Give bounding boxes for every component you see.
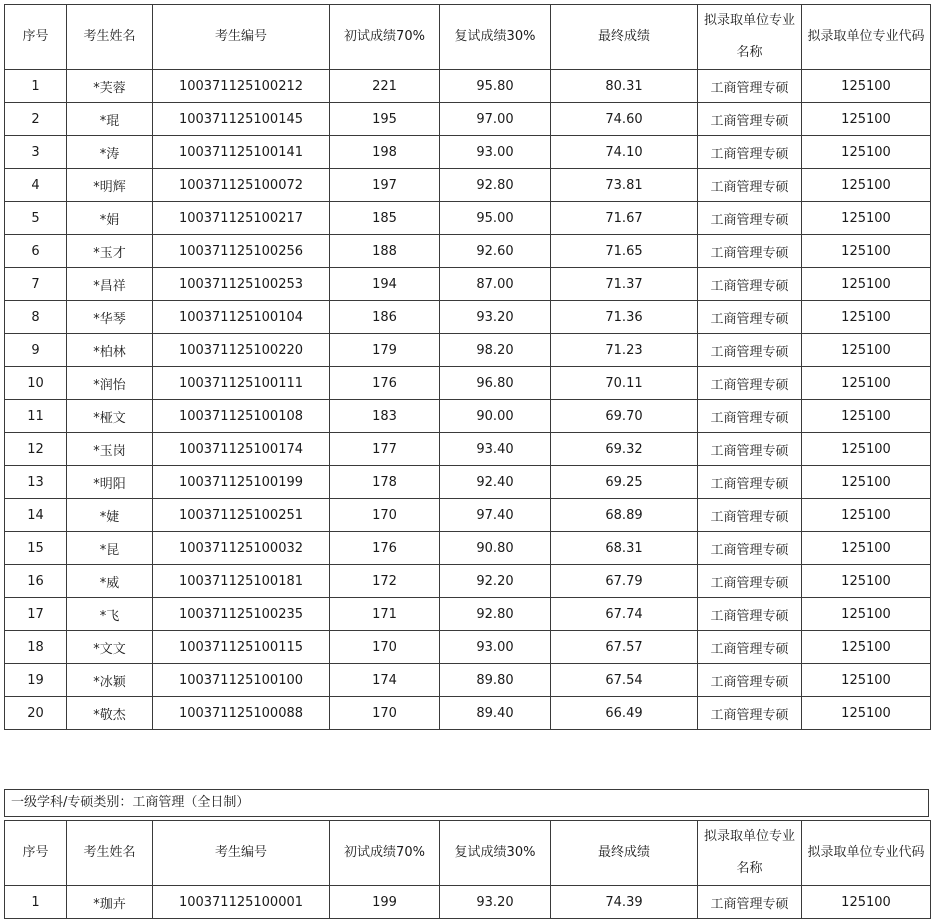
cell-id: 100371125100100 (153, 664, 330, 697)
cell-seq: 7 (5, 268, 67, 301)
cell-final: 73.81 (551, 169, 698, 202)
cell-prelim: 174 (330, 664, 440, 697)
cell-major-code: 125100 (802, 103, 931, 136)
table-row (5, 598, 931, 631)
cell-retest: 98.20 (440, 334, 551, 367)
cell-id: 100371125100145 (153, 103, 330, 136)
table-row (5, 334, 931, 367)
cell-name: *桠文 (67, 400, 153, 433)
cell-name: *敬杰 (67, 697, 153, 730)
cell-id: 100371125100141 (153, 136, 330, 169)
cell-major-code: 125100 (802, 334, 931, 367)
cell-major-name: 工商管理专硕 (698, 532, 802, 565)
cell-prelim: 221 (330, 70, 440, 103)
cell-id: 100371125100181 (153, 565, 330, 598)
cell-major-name: 工商管理专硕 (698, 301, 802, 334)
col-header-id: 考生编号 (153, 821, 330, 886)
cell-major-name: 工商管理专硕 (698, 70, 802, 103)
cell-name: *润怡 (67, 367, 153, 400)
cell-retest: 93.00 (440, 136, 551, 169)
cell-prelim: 188 (330, 235, 440, 268)
cell-major-name: 工商管理专硕 (698, 433, 802, 466)
cell-retest: 95.00 (440, 202, 551, 235)
cell-id: 100371125100256 (153, 235, 330, 268)
cell-final: 69.25 (551, 466, 698, 499)
cell-major-code: 125100 (802, 169, 931, 202)
cell-major-name: 工商管理专硕 (698, 334, 802, 367)
cell-prelim: 179 (330, 334, 440, 367)
cell-major-name: 工商管理专硕 (698, 268, 802, 301)
cell-id: 100371125100174 (153, 433, 330, 466)
cell-final: 67.54 (551, 664, 698, 697)
cell-id: 100371125100001 (153, 886, 330, 919)
cell-name: *玉岗 (67, 433, 153, 466)
cell-retest: 92.80 (440, 598, 551, 631)
header-row (5, 821, 931, 886)
cell-major-code: 125100 (802, 598, 931, 631)
cell-prelim: 194 (330, 268, 440, 301)
cell-seq: 1 (5, 886, 67, 919)
cell-seq: 12 (5, 433, 67, 466)
cell-id: 100371125100115 (153, 631, 330, 664)
cell-major-name: 工商管理专硕 (698, 631, 802, 664)
cell-retest: 90.00 (440, 400, 551, 433)
col-header-major-name: 拟录取单位专业名称 (698, 5, 802, 70)
table-row (5, 631, 931, 664)
cell-prelim: 170 (330, 499, 440, 532)
cell-final: 68.31 (551, 532, 698, 565)
cell-name: *婕 (67, 499, 153, 532)
col-header-name: 考生姓名 (67, 821, 153, 886)
table-row (5, 169, 931, 202)
table-row (5, 400, 931, 433)
col-header-name: 考生姓名 (67, 5, 153, 70)
cell-seq: 1 (5, 70, 67, 103)
cell-final: 74.39 (551, 886, 698, 919)
col-header-major-code: 拟录取单位专业代码 (802, 5, 931, 70)
cell-seq: 11 (5, 400, 67, 433)
cell-final: 70.11 (551, 367, 698, 400)
cell-seq: 3 (5, 136, 67, 169)
col-header-retest: 复试成绩30% (440, 821, 551, 886)
cell-retest: 93.40 (440, 433, 551, 466)
cell-prelim: 170 (330, 697, 440, 730)
cell-name: *昆 (67, 532, 153, 565)
cell-name: *柏林 (67, 334, 153, 367)
cell-final: 71.37 (551, 268, 698, 301)
col-header-prelim: 初试成绩70% (330, 821, 440, 886)
cell-name: *涛 (67, 136, 153, 169)
cell-id: 100371125100253 (153, 268, 330, 301)
cell-prelim: 195 (330, 103, 440, 136)
cell-id: 100371125100108 (153, 400, 330, 433)
cell-final: 71.67 (551, 202, 698, 235)
cell-final: 74.60 (551, 103, 698, 136)
cell-prelim: 170 (330, 631, 440, 664)
table-row (5, 697, 931, 730)
cell-prelim: 186 (330, 301, 440, 334)
cell-seq: 19 (5, 664, 67, 697)
admission-table-2 (4, 820, 931, 919)
cell-retest: 92.20 (440, 565, 551, 598)
table-row (5, 565, 931, 598)
col-header-final: 最终成绩 (551, 5, 698, 70)
cell-major-code: 125100 (802, 301, 931, 334)
cell-retest: 92.80 (440, 169, 551, 202)
cell-id: 100371125100217 (153, 202, 330, 235)
cell-retest: 93.00 (440, 631, 551, 664)
cell-prelim: 176 (330, 367, 440, 400)
cell-prelim: 178 (330, 466, 440, 499)
cell-name: *玉才 (67, 235, 153, 268)
cell-retest: 97.00 (440, 103, 551, 136)
cell-major-name: 工商管理专硕 (698, 169, 802, 202)
cell-major-name: 工商管理专硕 (698, 466, 802, 499)
cell-final: 66.49 (551, 697, 698, 730)
cell-final: 68.89 (551, 499, 698, 532)
table-row (5, 70, 931, 103)
cell-seq: 17 (5, 598, 67, 631)
cell-final: 71.65 (551, 235, 698, 268)
cell-final: 69.70 (551, 400, 698, 433)
cell-id: 100371125100220 (153, 334, 330, 367)
section-2-title: 一级学科/专硕类别：工商管理（全日制） (4, 789, 929, 817)
cell-major-code: 125100 (802, 697, 931, 730)
col-header-prelim: 初试成绩70% (330, 5, 440, 70)
col-header-final: 最终成绩 (551, 821, 698, 886)
header-row (5, 5, 931, 70)
cell-seq: 2 (5, 103, 67, 136)
table-row (5, 466, 931, 499)
cell-major-name: 工商管理专硕 (698, 400, 802, 433)
cell-seq: 8 (5, 301, 67, 334)
cell-major-code: 125100 (802, 886, 931, 919)
cell-major-name: 工商管理专硕 (698, 697, 802, 730)
cell-seq: 6 (5, 235, 67, 268)
cell-name: *冰颖 (67, 664, 153, 697)
cell-major-name: 工商管理专硕 (698, 499, 802, 532)
cell-major-code: 125100 (802, 202, 931, 235)
cell-seq: 10 (5, 367, 67, 400)
cell-retest: 93.20 (440, 886, 551, 919)
cell-id: 100371125100032 (153, 532, 330, 565)
cell-retest: 96.80 (440, 367, 551, 400)
table-row (5, 268, 931, 301)
cell-major-code: 125100 (802, 268, 931, 301)
cell-major-name: 工商管理专硕 (698, 886, 802, 919)
cell-seq: 18 (5, 631, 67, 664)
cell-retest: 87.00 (440, 268, 551, 301)
cell-id: 100371125100235 (153, 598, 330, 631)
cell-name: *文文 (67, 631, 153, 664)
admission-table-1 (4, 4, 931, 730)
cell-id: 100371125100072 (153, 169, 330, 202)
cell-major-code: 125100 (802, 499, 931, 532)
cell-final: 74.10 (551, 136, 698, 169)
cell-major-code: 125100 (802, 466, 931, 499)
col-header-seq: 序号 (5, 5, 67, 70)
table-row (5, 886, 931, 919)
cell-major-code: 125100 (802, 565, 931, 598)
cell-prelim: 197 (330, 169, 440, 202)
table-row (5, 499, 931, 532)
table-row (5, 103, 931, 136)
cell-major-code: 125100 (802, 433, 931, 466)
cell-prelim: 176 (330, 532, 440, 565)
cell-major-code: 125100 (802, 367, 931, 400)
table-row (5, 532, 931, 565)
cell-major-name: 工商管理专硕 (698, 367, 802, 400)
cell-retest: 97.40 (440, 499, 551, 532)
cell-name: *明辉 (67, 169, 153, 202)
cell-major-code: 125100 (802, 664, 931, 697)
table-row (5, 664, 931, 697)
cell-id: 100371125100104 (153, 301, 330, 334)
table-row (5, 301, 931, 334)
cell-seq: 14 (5, 499, 67, 532)
cell-name: *琨 (67, 103, 153, 136)
cell-id: 100371125100088 (153, 697, 330, 730)
cell-name: *芙蓉 (67, 70, 153, 103)
cell-prelim: 199 (330, 886, 440, 919)
cell-name: *明阳 (67, 466, 153, 499)
cell-major-code: 125100 (802, 400, 931, 433)
col-header-major-code: 拟录取单位专业代码 (802, 821, 931, 886)
cell-retest: 90.80 (440, 532, 551, 565)
cell-name: *珈卉 (67, 886, 153, 919)
cell-major-name: 工商管理专硕 (698, 202, 802, 235)
cell-final: 69.32 (551, 433, 698, 466)
cell-id: 100371125100199 (153, 466, 330, 499)
cell-final: 67.74 (551, 598, 698, 631)
cell-name: *华琴 (67, 301, 153, 334)
cell-major-name: 工商管理专硕 (698, 136, 802, 169)
cell-seq: 13 (5, 466, 67, 499)
cell-name: *飞 (67, 598, 153, 631)
cell-prelim: 171 (330, 598, 440, 631)
col-header-seq: 序号 (5, 821, 67, 886)
cell-seq: 4 (5, 169, 67, 202)
cell-prelim: 198 (330, 136, 440, 169)
cell-major-code: 125100 (802, 532, 931, 565)
cell-seq: 20 (5, 697, 67, 730)
cell-prelim: 183 (330, 400, 440, 433)
cell-final: 67.57 (551, 631, 698, 664)
cell-name: *昌祥 (67, 268, 153, 301)
cell-retest: 92.60 (440, 235, 551, 268)
cell-seq: 5 (5, 202, 67, 235)
cell-retest: 92.40 (440, 466, 551, 499)
cell-retest: 89.80 (440, 664, 551, 697)
cell-seq: 9 (5, 334, 67, 367)
cell-retest: 93.20 (440, 301, 551, 334)
cell-name: *威 (67, 565, 153, 598)
cell-prelim: 185 (330, 202, 440, 235)
cell-major-code: 125100 (802, 235, 931, 268)
cell-major-name: 工商管理专硕 (698, 598, 802, 631)
cell-seq: 16 (5, 565, 67, 598)
cell-final: 71.36 (551, 301, 698, 334)
col-header-id: 考生编号 (153, 5, 330, 70)
cell-major-code: 125100 (802, 136, 931, 169)
cell-final: 71.23 (551, 334, 698, 367)
cell-major-name: 工商管理专硕 (698, 664, 802, 697)
cell-id: 100371125100111 (153, 367, 330, 400)
table-row (5, 433, 931, 466)
col-header-retest: 复试成绩30% (440, 5, 551, 70)
table-row (5, 136, 931, 169)
cell-major-name: 工商管理专硕 (698, 565, 802, 598)
cell-name: *娟 (67, 202, 153, 235)
table-row (5, 202, 931, 235)
cell-major-name: 工商管理专硕 (698, 103, 802, 136)
cell-major-code: 125100 (802, 631, 931, 664)
cell-retest: 95.80 (440, 70, 551, 103)
cell-prelim: 172 (330, 565, 440, 598)
cell-id: 100371125100251 (153, 499, 330, 532)
cell-prelim: 177 (330, 433, 440, 466)
cell-major-code: 125100 (802, 70, 931, 103)
table-row (5, 367, 931, 400)
table-row (5, 235, 931, 268)
col-header-major-name: 拟录取单位专业名称 (698, 821, 802, 886)
cell-final: 80.31 (551, 70, 698, 103)
cell-id: 100371125100212 (153, 70, 330, 103)
cell-seq: 15 (5, 532, 67, 565)
cell-final: 67.79 (551, 565, 698, 598)
cell-major-name: 工商管理专硕 (698, 235, 802, 268)
cell-retest: 89.40 (440, 697, 551, 730)
